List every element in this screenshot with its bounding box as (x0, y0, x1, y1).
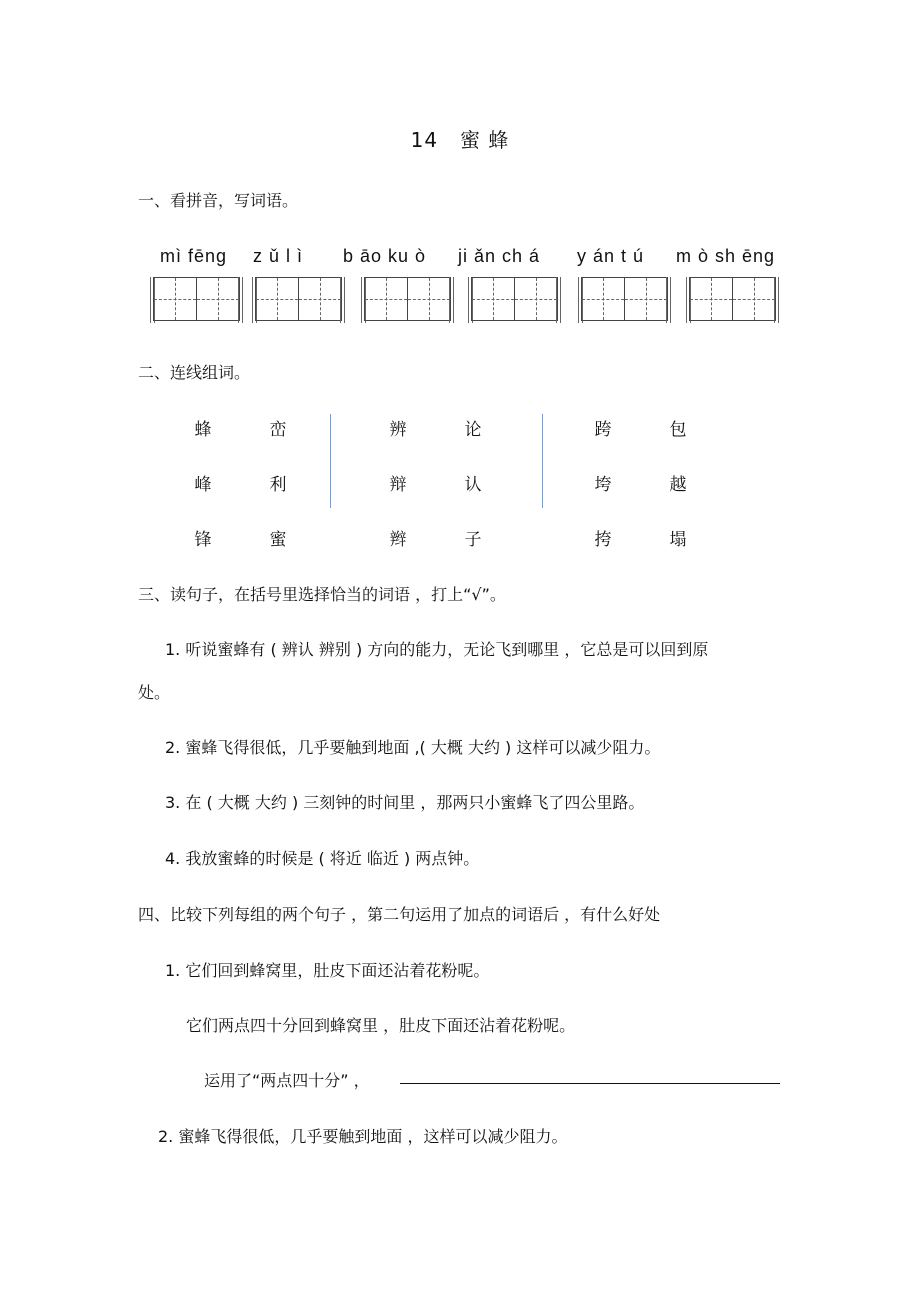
answer-blank[interactable] (400, 1083, 780, 1084)
writing-grid-4[interactable] (471, 277, 558, 321)
match-char[interactable]: 包 (669, 420, 687, 440)
match-char[interactable]: 越 (669, 475, 687, 495)
compare-sentence: 2. 蜜蜂飞得很低，几乎要触到地面 ，这样可以减少阻力。 (158, 1127, 568, 1146)
match-char[interactable]: 子 (464, 530, 482, 550)
match-char[interactable]: 论 (464, 420, 482, 440)
lesson-number: 14 (410, 128, 439, 152)
match-char[interactable]: 辨 (389, 420, 407, 440)
question-line: 1. 听说蜜蜂有 ( 辨认 辨别 ) 方向的能力，无论飞到哪里 ，它总是可以回到原 (165, 640, 709, 659)
match-char[interactable]: 辫 (389, 530, 407, 550)
section-3-heading: 三、读句子，在括号里选择恰当的词语 ，打上“√”。 (138, 585, 506, 604)
section-4-heading: 四、比较下列每组的两个句子 ，第二句运用了加点的词语后 ，有什么好处 (138, 905, 661, 924)
question-line: 处。 (138, 683, 171, 702)
match-char[interactable]: 峰 (194, 475, 212, 495)
match-char[interactable]: 蜂 (194, 420, 212, 440)
match-char[interactable]: 跨 (594, 420, 612, 440)
match-char[interactable]: 挎 (594, 530, 612, 550)
answer-prompt: 运用了“两点四十分” ， (204, 1071, 370, 1090)
pinyin-4: ji ǎn ch á (458, 246, 541, 266)
pinyin-3: b āo ku ò (343, 246, 427, 266)
section-1-heading: 一、看拼音，写词语。 (138, 191, 299, 210)
compare-sentence: 1. 它们回到蜂窝里，肚皮下面还沾着花粉呢。 (165, 961, 490, 980)
match-char[interactable]: 垮 (594, 475, 612, 495)
match-char[interactable]: 利 (269, 475, 287, 495)
pinyin-5: y án t ú (577, 246, 645, 266)
writing-grid-1[interactable] (153, 277, 240, 321)
match-char[interactable]: 辩 (389, 475, 407, 495)
writing-grid-2[interactable] (255, 277, 342, 321)
writing-grid-6[interactable] (689, 277, 776, 321)
question-line: 4. 我放蜜蜂的时候是 ( 将近 临近 ) 两点钟。 (165, 849, 480, 868)
question-line: 2. 蜜蜂飞得很低，几乎要触到地面 ,( 大概 大约 ) 这样可以减少阻力。 (165, 738, 661, 757)
group-divider (542, 414, 543, 508)
pinyin-1: mì fēng (160, 246, 228, 266)
page-title (0, 124, 920, 153)
match-char[interactable]: 锋 (194, 530, 212, 550)
section-2-heading: 二、连线组词。 (138, 363, 251, 382)
match-char[interactable]: 认 (464, 475, 482, 495)
match-char[interactable]: 峦 (269, 420, 287, 440)
writing-grid-3[interactable] (364, 277, 451, 321)
group-divider (330, 414, 331, 508)
pinyin-2: z ǔ l ì (253, 246, 304, 266)
match-char[interactable]: 塌 (669, 530, 687, 550)
pinyin-6: m ò sh ēng (676, 246, 776, 266)
question-line: 3. 在 ( 大概 大约 ) 三刻钟的时间里 ，那两只小蜜蜂飞了四公里路。 (165, 793, 645, 812)
writing-grid-5[interactable] (581, 277, 668, 321)
match-char[interactable]: 蜜 (269, 530, 287, 550)
compare-sentence: 它们两点四十分回到蜂窝里 ，肚皮下面还沾着花粉呢。 (186, 1016, 576, 1035)
lesson-title: 蜜 蜂 (460, 128, 510, 152)
